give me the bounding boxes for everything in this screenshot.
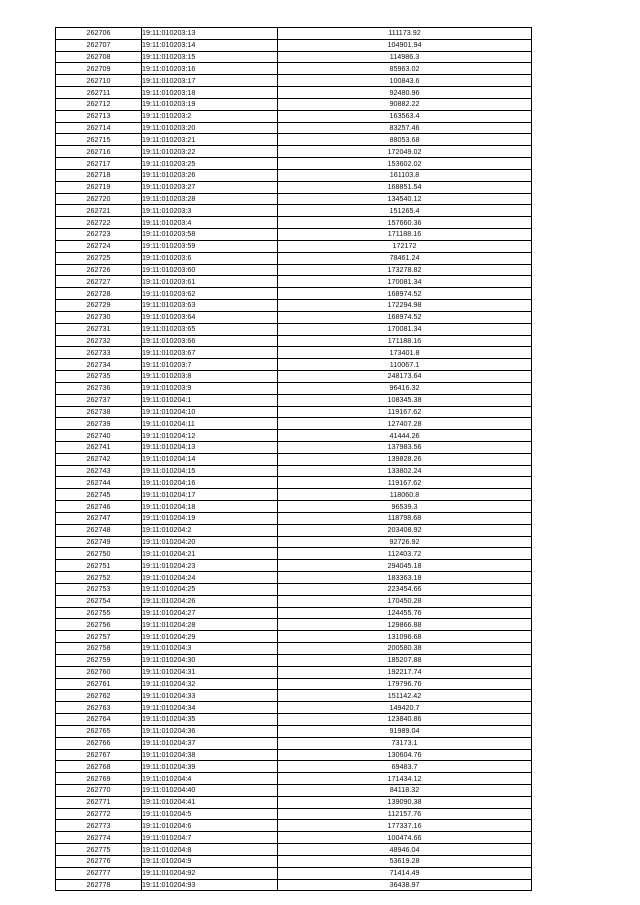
row-id-cell: 262775 <box>56 844 142 856</box>
cadastral-code-cell: 19:11:010203:64 <box>142 311 278 323</box>
row-id-cell: 262777 <box>56 867 142 879</box>
row-id-cell: 262725 <box>56 252 142 264</box>
row-id-cell: 262743 <box>56 465 142 477</box>
cadastral-code-cell: 19:11:010204:3 <box>142 643 278 655</box>
table-row <box>56 441 532 453</box>
cadastral-code-cell: 19:11:010204:24 <box>142 572 278 584</box>
amount-cell: 127407.28 <box>278 418 532 430</box>
amount-cell: 129866.88 <box>278 619 532 631</box>
amount-cell: 111173.92 <box>278 28 532 40</box>
table-row <box>56 725 532 737</box>
table-row <box>56 394 532 406</box>
table-row <box>56 264 532 276</box>
cadastral-code-cell: 19:11:010203:21 <box>142 134 278 146</box>
amount-cell: 134540.12 <box>278 193 532 205</box>
row-id-cell: 262709 <box>56 63 142 75</box>
cadastral-code-cell: 19:11:010204:5 <box>142 808 278 820</box>
row-id-cell: 262755 <box>56 607 142 619</box>
cadastral-code-cell: 19:11:010204:11 <box>142 418 278 430</box>
table-row <box>56 169 532 181</box>
table-row <box>56 536 532 548</box>
row-id-cell: 262759 <box>56 654 142 666</box>
cadastral-code-cell: 19:11:010204:25 <box>142 583 278 595</box>
row-id-cell: 262758 <box>56 643 142 655</box>
row-id-cell: 262740 <box>56 430 142 442</box>
row-id-cell: 262761 <box>56 678 142 690</box>
cadastral-code-cell: 19:11:010203:14 <box>142 39 278 51</box>
row-id-cell: 262760 <box>56 666 142 678</box>
row-id-cell: 262732 <box>56 335 142 347</box>
table-row <box>56 761 532 773</box>
cadastral-code-cell: 19:11:010204:17 <box>142 489 278 501</box>
cadastral-code-cell: 19:11:010204:10 <box>142 406 278 418</box>
table-row <box>56 714 532 726</box>
cadastral-code-cell: 19:11:010203:3 <box>142 205 278 217</box>
cadastral-code-cell: 19:11:010203:26 <box>142 169 278 181</box>
cadastral-code-cell: 19:11:010203:4 <box>142 217 278 229</box>
amount-cell: 223454.66 <box>278 583 532 595</box>
cadastral-code-cell: 19:11:010203:18 <box>142 87 278 99</box>
amount-cell: 168974.52 <box>278 288 532 300</box>
cadastral-code-cell: 19:11:010204:29 <box>142 631 278 643</box>
amount-cell: 88053.68 <box>278 134 532 146</box>
table-row <box>56 418 532 430</box>
row-id-cell: 262764 <box>56 714 142 726</box>
table-row <box>56 300 532 312</box>
cadastral-code-cell: 19:11:010203:27 <box>142 181 278 193</box>
table-row <box>56 371 532 383</box>
cadastral-code-cell: 19:11:010204:32 <box>142 678 278 690</box>
amount-cell: 36438.97 <box>278 879 532 891</box>
table-row <box>56 489 532 501</box>
amount-cell: 124455.76 <box>278 607 532 619</box>
row-id-cell: 262710 <box>56 75 142 87</box>
table-row <box>56 359 532 371</box>
amount-cell: 85963.02 <box>278 63 532 75</box>
amount-cell: 203408.92 <box>278 524 532 536</box>
cadastral-code-cell: 19:11:010203:22 <box>142 146 278 158</box>
cadastral-code-cell: 19:11:010204:41 <box>142 796 278 808</box>
table-row <box>56 512 532 524</box>
row-id-cell: 262748 <box>56 524 142 536</box>
amount-cell: 172294.98 <box>278 300 532 312</box>
amount-cell: 163563.4 <box>278 110 532 122</box>
cadastral-code-cell: 19:11:010204:31 <box>142 666 278 678</box>
row-id-cell: 262728 <box>56 288 142 300</box>
row-id-cell: 262730 <box>56 311 142 323</box>
table-row <box>56 879 532 891</box>
amount-cell: 73173.1 <box>278 737 532 749</box>
cadastral-code-cell: 19:11:010203:66 <box>142 335 278 347</box>
amount-cell: 183363.18 <box>278 572 532 584</box>
amount-cell: 200580.38 <box>278 643 532 655</box>
row-id-cell: 262734 <box>56 359 142 371</box>
table-row <box>56 631 532 643</box>
cadastral-code-cell: 19:11:010203:8 <box>142 371 278 383</box>
row-id-cell: 262778 <box>56 879 142 891</box>
row-id-cell: 262721 <box>56 205 142 217</box>
amount-cell: 151142.42 <box>278 690 532 702</box>
amount-cell: 171434.12 <box>278 773 532 785</box>
cadastral-code-cell: 19:11:010203:13 <box>142 28 278 40</box>
table-row <box>56 75 532 87</box>
table-row <box>56 110 532 122</box>
table-row <box>56 737 532 749</box>
amount-cell: 53619.28 <box>278 855 532 867</box>
row-id-cell: 262769 <box>56 773 142 785</box>
amount-cell: 294045.18 <box>278 560 532 572</box>
row-id-cell: 262752 <box>56 572 142 584</box>
row-id-cell: 262738 <box>56 406 142 418</box>
table-row <box>56 619 532 631</box>
table-row <box>56 690 532 702</box>
amount-cell: 168974.52 <box>278 311 532 323</box>
cadastral-code-cell: 19:11:010204:6 <box>142 820 278 832</box>
cadastral-code-cell: 19:11:010203:19 <box>142 98 278 110</box>
cadastral-code-cell: 19:11:010204:4 <box>142 773 278 785</box>
table-row <box>56 276 532 288</box>
amount-cell: 119167.62 <box>278 406 532 418</box>
amount-cell: 92726.92 <box>278 536 532 548</box>
table-row <box>56 678 532 690</box>
amount-cell: 96416.32 <box>278 382 532 394</box>
table-row <box>56 501 532 513</box>
amount-cell: 161103.8 <box>278 169 532 181</box>
row-id-cell: 262726 <box>56 264 142 276</box>
table-row <box>56 643 532 655</box>
row-id-cell: 262713 <box>56 110 142 122</box>
row-id-cell: 262715 <box>56 134 142 146</box>
amount-cell: 69483.7 <box>278 761 532 773</box>
cadastral-code-cell: 19:11:010204:30 <box>142 654 278 666</box>
row-id-cell: 262753 <box>56 583 142 595</box>
row-id-cell: 262707 <box>56 39 142 51</box>
table-row <box>56 288 532 300</box>
table-row <box>56 335 532 347</box>
cadastral-code-cell: 19:11:010204:26 <box>142 595 278 607</box>
table-row <box>56 240 532 252</box>
amount-cell: 170081.34 <box>278 276 532 288</box>
table-row <box>56 796 532 808</box>
table-row <box>56 158 532 170</box>
cadastral-code-cell: 19:11:010203:61 <box>142 276 278 288</box>
amount-cell: 157660.36 <box>278 217 532 229</box>
cadastral-code-cell: 19:11:010203:60 <box>142 264 278 276</box>
amount-cell: 110067.1 <box>278 359 532 371</box>
amount-cell: 153602.02 <box>278 158 532 170</box>
amount-cell: 48946.04 <box>278 844 532 856</box>
table-row <box>56 607 532 619</box>
row-id-cell: 262772 <box>56 808 142 820</box>
table-row <box>56 181 532 193</box>
row-id-cell: 262724 <box>56 240 142 252</box>
row-id-cell: 262706 <box>56 28 142 40</box>
cadastral-code-cell: 19:11:010204:40 <box>142 785 278 797</box>
cadastral-code-cell: 19:11:010204:18 <box>142 501 278 513</box>
amount-cell: 104901.94 <box>278 39 532 51</box>
amount-cell: 133802.24 <box>278 465 532 477</box>
cadastral-code-cell: 19:11:010204:36 <box>142 725 278 737</box>
cadastral-code-cell: 19:11:010203:59 <box>142 240 278 252</box>
cadastral-code-cell: 19:11:010204:34 <box>142 702 278 714</box>
row-id-cell: 262766 <box>56 737 142 749</box>
cadastral-code-cell: 19:11:010203:62 <box>142 288 278 300</box>
row-id-cell: 262735 <box>56 371 142 383</box>
row-id-cell: 262741 <box>56 441 142 453</box>
cadastral-code-cell: 19:11:010204:27 <box>142 607 278 619</box>
table-row <box>56 855 532 867</box>
row-id-cell: 262770 <box>56 785 142 797</box>
cadastral-code-cell: 19:11:010203:20 <box>142 122 278 134</box>
amount-cell: 119167.62 <box>278 477 532 489</box>
cadastral-code-cell: 19:11:010204:21 <box>142 548 278 560</box>
table-row <box>56 666 532 678</box>
table-row <box>56 205 532 217</box>
amount-cell: 151265.4 <box>278 205 532 217</box>
row-id-cell: 262750 <box>56 548 142 560</box>
row-id-cell: 262716 <box>56 146 142 158</box>
cadastral-code-cell: 19:11:010203:17 <box>142 75 278 87</box>
cadastral-code-cell: 19:11:010204:9 <box>142 855 278 867</box>
table-row <box>56 867 532 879</box>
amount-cell: 170450.28 <box>278 595 532 607</box>
row-id-cell: 262745 <box>56 489 142 501</box>
cadastral-code-cell: 19:11:010204:92 <box>142 867 278 879</box>
amount-cell: 179796.76 <box>278 678 532 690</box>
amount-cell: 92480.96 <box>278 87 532 99</box>
amount-cell: 108345.38 <box>278 394 532 406</box>
amount-cell: 100474.66 <box>278 832 532 844</box>
cadastral-code-cell: 19:11:010204:13 <box>142 441 278 453</box>
amount-cell: 112403.72 <box>278 548 532 560</box>
table-body <box>56 28 532 891</box>
row-id-cell: 262763 <box>56 702 142 714</box>
cadastral-code-cell: 19:11:010204:19 <box>142 512 278 524</box>
table-row <box>56 560 532 572</box>
table-row <box>56 773 532 785</box>
amount-cell: 96539.3 <box>278 501 532 513</box>
table-row <box>56 51 532 63</box>
cadastral-code-cell: 19:11:010204:8 <box>142 844 278 856</box>
amount-cell: 170081.34 <box>278 323 532 335</box>
table-row <box>56 595 532 607</box>
amount-cell: 172049.02 <box>278 146 532 158</box>
cadastral-code-cell: 19:11:010203:16 <box>142 63 278 75</box>
row-id-cell: 262723 <box>56 229 142 241</box>
table-row <box>56 382 532 394</box>
cadastral-code-cell: 19:11:010204:35 <box>142 714 278 726</box>
table-row <box>56 820 532 832</box>
row-id-cell: 262712 <box>56 98 142 110</box>
row-id-cell: 262747 <box>56 512 142 524</box>
table-row <box>56 477 532 489</box>
table-row <box>56 832 532 844</box>
data-table <box>55 27 532 891</box>
table-row <box>56 98 532 110</box>
table-row <box>56 524 532 536</box>
cadastral-code-cell: 19:11:010203:7 <box>142 359 278 371</box>
table-row <box>56 749 532 761</box>
amount-cell: 78461.24 <box>278 252 532 264</box>
row-id-cell: 262751 <box>56 560 142 572</box>
amount-cell: 192217.74 <box>278 666 532 678</box>
table-row <box>56 122 532 134</box>
row-id-cell: 262768 <box>56 761 142 773</box>
row-id-cell: 262737 <box>56 394 142 406</box>
row-id-cell: 262719 <box>56 181 142 193</box>
amount-cell: 123840.86 <box>278 714 532 726</box>
cadastral-code-cell: 19:11:010204:23 <box>142 560 278 572</box>
table-row <box>56 39 532 51</box>
row-id-cell: 262749 <box>56 536 142 548</box>
cadastral-code-cell: 19:11:010203:9 <box>142 382 278 394</box>
row-id-cell: 262742 <box>56 453 142 465</box>
cadastral-code-cell: 19:11:010204:37 <box>142 737 278 749</box>
row-id-cell: 262711 <box>56 87 142 99</box>
cadastral-code-cell: 19:11:010204:16 <box>142 477 278 489</box>
amount-cell: 185207.88 <box>278 654 532 666</box>
cadastral-code-cell: 19:11:010204:38 <box>142 749 278 761</box>
amount-cell: 83257.46 <box>278 122 532 134</box>
amount-cell: 71414.49 <box>278 867 532 879</box>
row-id-cell: 262754 <box>56 595 142 607</box>
cadastral-code-cell: 19:11:010204:12 <box>142 430 278 442</box>
cadastral-code-cell: 19:11:010204:20 <box>142 536 278 548</box>
amount-cell: 118060.8 <box>278 489 532 501</box>
table-row <box>56 702 532 714</box>
table-row <box>56 654 532 666</box>
cadastral-code-cell: 19:11:010204:28 <box>142 619 278 631</box>
amount-cell: 139828.26 <box>278 453 532 465</box>
table-row <box>56 134 532 146</box>
row-id-cell: 262731 <box>56 323 142 335</box>
amount-cell: 137983.56 <box>278 441 532 453</box>
cadastral-code-cell: 19:11:010203:65 <box>142 323 278 335</box>
cadastral-code-cell: 19:11:010203:25 <box>142 158 278 170</box>
amount-cell: 149420.7 <box>278 702 532 714</box>
row-id-cell: 262720 <box>56 193 142 205</box>
amount-cell: 100843.6 <box>278 75 532 87</box>
row-id-cell: 262708 <box>56 51 142 63</box>
table-row <box>56 87 532 99</box>
amount-cell: 41444.26 <box>278 430 532 442</box>
amount-cell: 171188.16 <box>278 335 532 347</box>
table-row <box>56 323 532 335</box>
table-row <box>56 572 532 584</box>
table-row <box>56 217 532 229</box>
amount-cell: 118798.68 <box>278 512 532 524</box>
table-row <box>56 146 532 158</box>
row-id-cell: 262727 <box>56 276 142 288</box>
row-id-cell: 262774 <box>56 832 142 844</box>
amount-cell: 248173.64 <box>278 371 532 383</box>
amount-cell: 130604.76 <box>278 749 532 761</box>
row-id-cell: 262776 <box>56 855 142 867</box>
table-row <box>56 808 532 820</box>
cadastral-code-cell: 19:11:010204:2 <box>142 524 278 536</box>
row-id-cell: 262756 <box>56 619 142 631</box>
amount-cell: 90882.22 <box>278 98 532 110</box>
cadastral-code-cell: 19:11:010203:6 <box>142 252 278 264</box>
table-row <box>56 453 532 465</box>
table-row <box>56 311 532 323</box>
cadastral-code-cell: 19:11:010203:2 <box>142 110 278 122</box>
amount-cell: 114986.3 <box>278 51 532 63</box>
cadastral-code-cell: 19:11:010203:63 <box>142 300 278 312</box>
cadastral-code-cell: 19:11:010203:58 <box>142 229 278 241</box>
row-id-cell: 262767 <box>56 749 142 761</box>
row-id-cell: 262729 <box>56 300 142 312</box>
cadastral-code-cell: 19:11:010204:1 <box>142 394 278 406</box>
amount-cell: 112157.76 <box>278 808 532 820</box>
amount-cell: 171188.16 <box>278 229 532 241</box>
amount-cell: 168851.54 <box>278 181 532 193</box>
table-row <box>56 193 532 205</box>
row-id-cell: 262722 <box>56 217 142 229</box>
cadastral-code-cell: 19:11:010204:15 <box>142 465 278 477</box>
row-id-cell: 262733 <box>56 347 142 359</box>
row-id-cell: 262765 <box>56 725 142 737</box>
row-id-cell: 262717 <box>56 158 142 170</box>
amount-cell: 131096.68 <box>278 631 532 643</box>
amount-cell: 172172 <box>278 240 532 252</box>
table-row <box>56 252 532 264</box>
amount-cell: 91989.04 <box>278 725 532 737</box>
table-row <box>56 548 532 560</box>
amount-cell: 139090.38 <box>278 796 532 808</box>
table-row <box>56 63 532 75</box>
cadastral-code-cell: 19:11:010203:28 <box>142 193 278 205</box>
row-id-cell: 262714 <box>56 122 142 134</box>
table-row <box>56 844 532 856</box>
row-id-cell: 262744 <box>56 477 142 489</box>
row-id-cell: 262718 <box>56 169 142 181</box>
table-row <box>56 347 532 359</box>
row-id-cell: 262736 <box>56 382 142 394</box>
amount-cell: 173278.82 <box>278 264 532 276</box>
table-row <box>56 430 532 442</box>
table-row <box>56 406 532 418</box>
row-id-cell: 262757 <box>56 631 142 643</box>
row-id-cell: 262762 <box>56 690 142 702</box>
table-row <box>56 465 532 477</box>
amount-cell: 177337.16 <box>278 820 532 832</box>
amount-cell: 173401.8 <box>278 347 532 359</box>
amount-cell: 84118.32 <box>278 785 532 797</box>
table-row <box>56 785 532 797</box>
cadastral-code-cell: 19:11:010203:67 <box>142 347 278 359</box>
row-id-cell: 262739 <box>56 418 142 430</box>
row-id-cell: 262773 <box>56 820 142 832</box>
table-row <box>56 28 532 40</box>
cadastral-code-cell: 19:11:010204:33 <box>142 690 278 702</box>
cadastral-code-cell: 19:11:010204:14 <box>142 453 278 465</box>
cadastral-code-cell: 19:11:010204:93 <box>142 879 278 891</box>
cadastral-code-cell: 19:11:010204:39 <box>142 761 278 773</box>
row-id-cell: 262746 <box>56 501 142 513</box>
table-row <box>56 583 532 595</box>
cadastral-code-cell: 19:11:010203:15 <box>142 51 278 63</box>
cadastral-code-cell: 19:11:010204:7 <box>142 832 278 844</box>
row-id-cell: 262771 <box>56 796 142 808</box>
table-row <box>56 229 532 241</box>
